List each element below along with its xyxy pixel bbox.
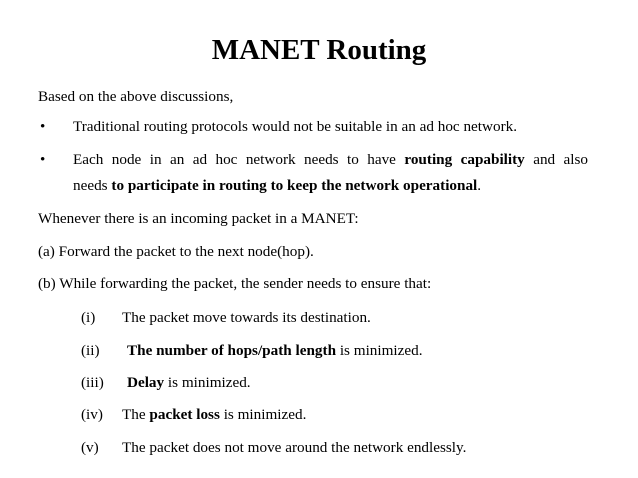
- bullet-2-line-1: [73, 151, 588, 169]
- item-number: (iii): [81, 374, 104, 391]
- bullet-2-text-3: needs: [73, 177, 108, 194]
- slide-title: MANET Routing: [211, 34, 427, 66]
- item-text: [122, 309, 371, 327]
- bullet-2-text-4: .: [477, 177, 482, 194]
- item-text: [122, 439, 466, 457]
- point-a-text: (a) Forward the packet to the next node(hop).: [38, 243, 314, 260]
- bullet-2-line-2: [73, 177, 481, 195]
- item-post: The packet move towards its destination.: [122, 309, 371, 326]
- item-text: [127, 342, 423, 360]
- bullet-marker-1: •: [40, 118, 46, 135]
- item-post: is minimized.: [164, 374, 251, 391]
- item-post: The packet does not move around the network endlessly.: [122, 439, 467, 456]
- intro-text: Based on the above discussions,: [38, 88, 234, 105]
- bullet-2-bold-1: routing capability: [404, 151, 525, 168]
- bullet-2-bold-2: to participate in routing to keep the network operational: [111, 177, 478, 194]
- item-number: (ii): [81, 342, 100, 359]
- point-b-text: (b) While forwarding the packet, the sender needs to ensure that:: [38, 275, 432, 292]
- item-post: is minimized.: [219, 406, 307, 423]
- bullet-1-text: Traditional routing protocols would not be suitable in an ad hoc network.: [73, 118, 518, 135]
- bullet-2-text-2: and also: [533, 151, 589, 168]
- item-pre: The: [122, 406, 150, 423]
- bullet-marker-2: •: [40, 151, 46, 168]
- item-bold: The number of hops/path length: [127, 342, 337, 359]
- item-text: [127, 374, 251, 392]
- item-bold: Delay: [127, 374, 165, 391]
- whenever-text: Whenever there is an incoming packet in a MANET:: [38, 210, 359, 227]
- item-post: is minimized.: [336, 342, 423, 359]
- item-number: (v): [81, 439, 99, 456]
- item-number: (iv): [81, 406, 103, 423]
- item-number: (i): [81, 309, 96, 326]
- item-bold: packet loss: [149, 406, 220, 423]
- bullet-2-text-1: Each node in an ad hoc network needs to have: [73, 151, 396, 168]
- item-text: [122, 406, 306, 424]
